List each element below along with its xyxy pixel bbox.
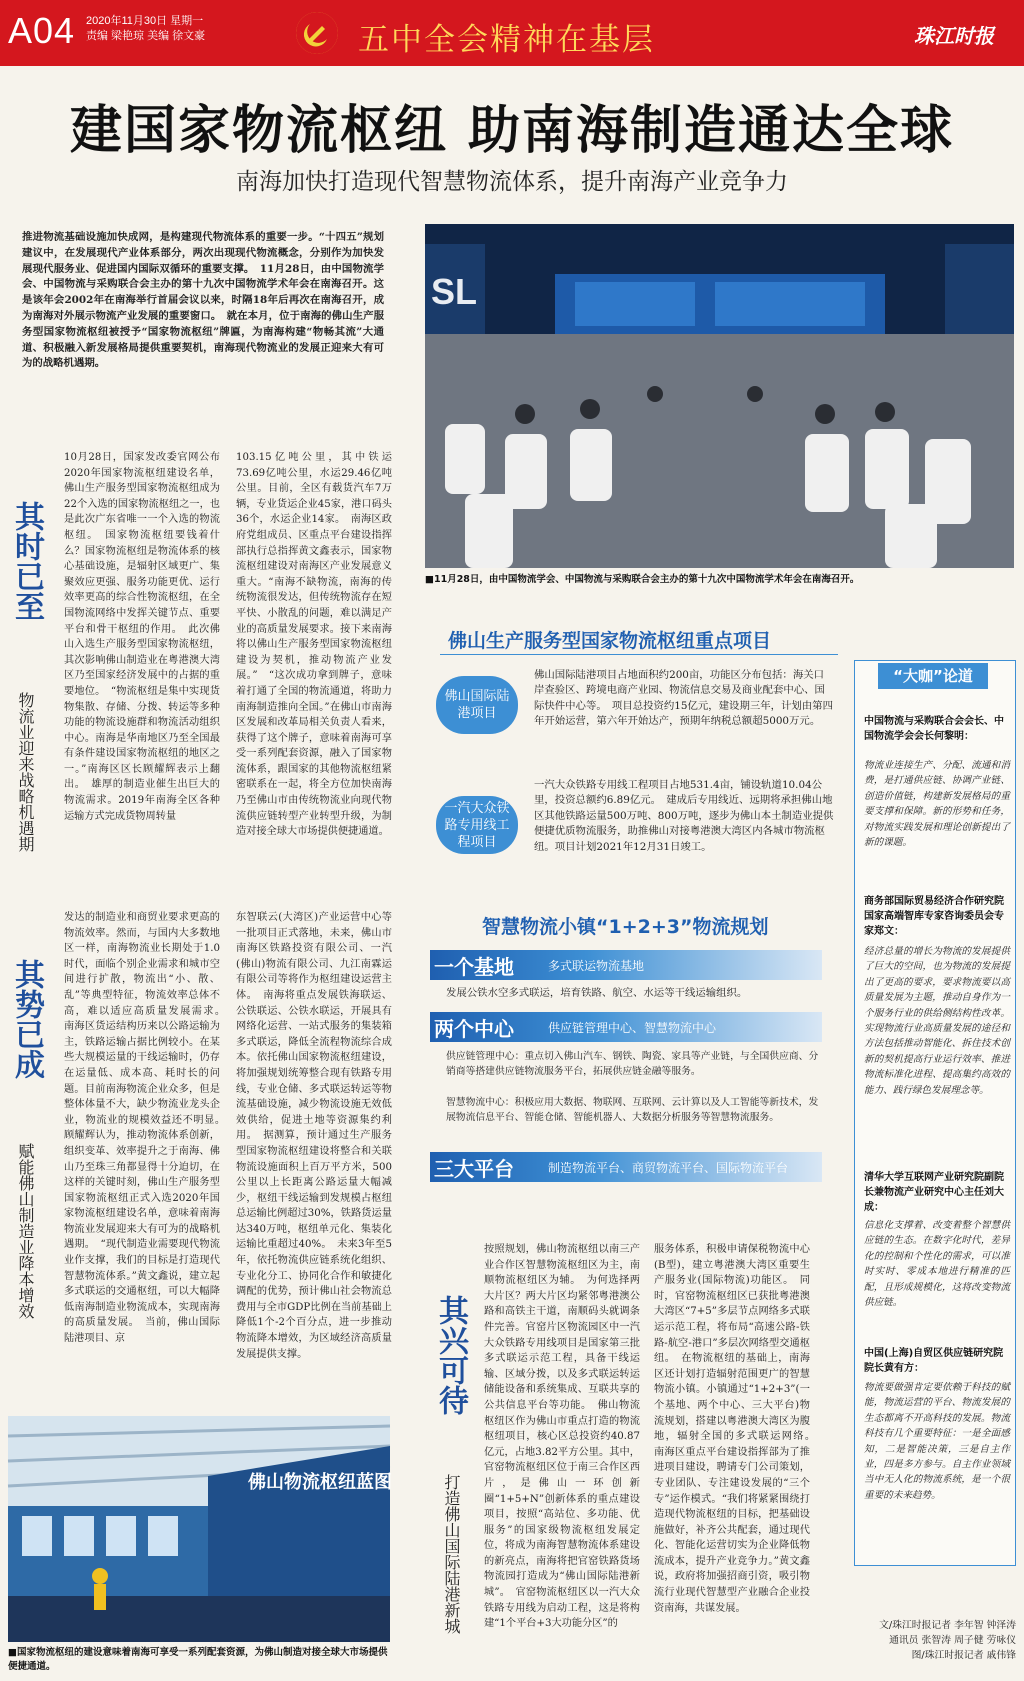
expert4-text: 物流要做强肯定要依赖于科技的赋能，物流运营的平台、物流发展的生态都离不开高科技的发展。物流科技有几个重要特征：一是全面感知，二是智能决策，三是自主作业，四是多方参与。自主作业领域当中无人化的物流系统，是一个很重要的未来趋势。 bbox=[864, 1382, 1010, 1501]
base-band bbox=[430, 950, 822, 980]
section1-column1: 10月28日，国家发改委官网公布2020年国家物流枢纽建设名单，佛山生产服务型国家物流枢纽成为22个入选的国家物流枢纽之一，也是此次广东省唯一一个入选的物流枢纽。 国家物流枢纽要钱着什么？国家物流枢纽是物流体系的核心基础设施，是辐射区域更广、集聚效应更强、服务功能更优、运行效率更高的综合性物流枢纽，在全国物流网络中发挥关键节点、重要平台和骨干枢纽的作用。 此次佛山入选生产服务型国家物流枢纽，其次影响佛山制造业在粤港澳大湾区乃至国家经济发展中的占据的重要地位。 “物流枢纽是集中实现货物集散、存储、分拨、转运等多种功能的物流设施群和物流活动组织中心。南海是华南地区乃至全国最有条件建设国家物流枢纽的地区之一。”南海区区长顾耀辉表示上翻出。 雄厚的制造业催生出巨大的物流需求。2019年南海全区各种运输方式完成货物周转量 bbox=[64, 452, 220, 822]
byline-credit: 文/珠江时报记者 李年智 钟泽涛 通讯员 张智涛 周子健 劳咏仪 图/珠江时报记者 戚伟锋 bbox=[879, 1620, 1016, 1661]
expert1-name: 中国物流与采购联合会会长、中国物流学会会长何黎明： bbox=[864, 716, 1004, 742]
conference-hall-image bbox=[425, 224, 1014, 568]
photo2-caption: ■国家物流枢纽的建设意味着南海可享受一系列配套资源，为佛山制造对接全球大市场提供便捷通道。 bbox=[8, 1647, 388, 1672]
centers-sub: 供应链管理中心、智慧物流中心 bbox=[548, 1021, 717, 1035]
project2-text: 一汽大众铁路专用线工程项目占地531.4亩，铺设轨道10.04公里，投资总额约6.89亿元。 建成后专用线近、远期将承担佛山地区其他铁路运量500万吨、800万吨，逐步为佛山本土制造业提供便捷优质物流服务，助推佛山对接粤港澳大湾区内各城市物流枢纽。项目计划2021年12月31日竣工。 bbox=[534, 779, 834, 853]
exhibition-hall-image bbox=[8, 1416, 390, 1642]
section1-subheading: 物流业迎来战略机遇期 bbox=[16, 692, 35, 852]
section1-column2: 103.15亿吨公里，其中铁运73.69亿吨公里，水运29.46亿吨公里。目前，全区有载货汽车7万辆，专业货运企业45家，港口码头36个，水运企业14家。 南海区政府党组成员、区重点平台建设指挥部执行总指挥黄文鑫表示，国家物流枢纽建设对南海区产业发展意义重大。“南海不缺物流，南海的传统物流很发达，但传统物流存在短平快、小散乱的问题，难以满足产业的高质量发展要求。接下来南海将以佛山生产服务型国家物流枢纽建设为契机，推动物流产业发展。” “这次成功拿到牌子，意味着打通了全国的物流通道，将助力南海制造推向全国。”在佛山市南海区发展和改革局相关负责人看来，获得了这个牌子，意味着南海可享受一系列配套资源，融入了国家物流体系，跟国家的其他物流枢纽紧密联系在一起，将全方位加快南海乃至佛山市由传统物流业向现代物流供应链转型产业转型升级，为制造对接全球大市场提供便捷通道。 bbox=[236, 452, 392, 838]
expert4-name: 中国(上海)自贸区供应链研究院院长黄有方： bbox=[864, 1348, 1004, 1374]
photo1-caption: ■11月28日，由中国物流学会、中国物流与采购联合会主办的第十九次中国物流学术年会在南海召开。 bbox=[425, 574, 860, 585]
page-number: A04 bbox=[8, 10, 76, 51]
section3-heading: 其兴可待 bbox=[433, 1295, 468, 1415]
section2-column2: 东智联云(大湾区)产业运营中心等一批项目正式落地，未来，佛山市南海区铁路投资有限公司、一汽(佛山)物流有限公司、九江南霖运有限公司等将作为枢纽建设运营主体。 南海将重点发展铁海联运、公铁联运、公铁水联运，开展具有网络化运营、一站式服务的集装箱多式联运，降低全流程物流综合成本。依托佛山国家物流枢纽建设，将加强规划统筹整合现有铁路专用线，专业仓储、多式联运转运等物流基础设施，减少物流设施无效低效供给，促进土地等资源集约利用。 据测算，预计通过生产服务型国家物流枢纽建设将整合和关联物流设施面积上百万平方米，500公里以上长距离公路运量大幅减少，枢纽干线运输到发规模占枢纽总运输比例超过30%，铁路货运量达340万吨，枢纽单元化、集装化运输比重超过40%。 未来3年至5年，依托物流供应链系统化组织、专业化分工、协同化合作和敏捷化调配的优势，预计佛山社会物流总费用与全市GDP比例在当前基础上降低1个-2个百分点，进一步推动物流降本增效，为区域经济高质量发展提供支撑。 bbox=[236, 912, 392, 1360]
section2-subheading: 赋能佛山制造业降本增效 bbox=[16, 1143, 35, 1319]
section3-column2: 服务体系，积极申请保税物流中心(B型)，建立粤港澳大湾区重要生产服务业(国际物流)功能区。 同时，官窑物流枢纽区已获批粤港澳大湾区“7+5”多层节点网络多式联运示范工程，将布局“高速公路-铁路-航空-港口”多层次网络型交通枢纽。 在物流枢纽的基础上，南海区还计划打造辐射范围更广的智慧物流小镇。小镇通过“1+2+3”(一个基地、两个中心、三大平台)物流规划，搭建以粤港澳大湾区为腹地，辐射全国的多式联运网络。 南海区重点平台建设指挥部为了推进项目建设，聘请专门公司策划，专业团队、专注建设发展的“三个专”运作模式。“我们将紧紧围绕打造现代物流枢纽的目标，把基础设施做好，补齐公共配套，通过现代化、智能化运营切实为企业降低物流成本，提升产业竞争力。”黄文鑫说，政府将加强招商引资，吸引物流行业现代智慧型产业融合企业投资南海，共谋发展。 bbox=[654, 1244, 821, 1614]
exhibit-signage: 佛山物流枢纽蓝图 bbox=[248, 1472, 392, 1493]
svg-text:SL: SL bbox=[431, 271, 478, 312]
expert3-text: 信息化支撑着、改变着整个智慧供应链的生态。在数字化时代，差异化的控制和个性化的需求，可以准时实时、零成本地进行精准的匹配，且形成规模化，这将改变物流供应链。 bbox=[864, 1220, 1010, 1309]
project1-badge: 佛山国际陆港项目 bbox=[436, 676, 518, 734]
center2-text: 智慧物流中心：积极应用大数据、物联网、互联网、云计算以及人工智能等新技术，发展物流信息平台、智能仓储、智能机器人、大数据分析服务等智慧物流服务。 bbox=[446, 1097, 819, 1123]
newspaper-logo: 珠江时报 bbox=[914, 24, 994, 48]
base-text: 发展公铁水空多式联运，培育铁路、航空、水运等干线运输组织。 bbox=[446, 987, 748, 999]
intro-paragraph: 推进物流基础设施加快成网，是构建现代物流体系的重要一步。“十四五”规划建议中，在发展现代产业体系部分，两次出现现代物流概念，分别作为加快发展现代服务业、促进国内国际双循环的重要支撑。 11月28日，由中国物流学会、中国物流与采购联合会主办的第十九次中国物流学术年会在南海召开。这是该年会2002年在南海举行首届会议以来，时隔18年后再次在南海召开，成为南海对外展示物流产业发展的重要窗口。 就在本月，位于南海的佛山生产服务型国家物流枢纽被授予“国家物流枢纽”牌匾，为南海构建“物畅其流”大通道、积极融入新发展格局提供重要契机，南海现代物流业的发展正迎来大有可为的战略机遇期。 bbox=[22, 231, 384, 370]
expert1-text: 物流业连接生产、分配、流通和消费，是打通供应链、协调产业链、创造价值链，构建新发展格局的重要支撑和保障。新的形势和任务，对物流实践发展和理论创新提出了新的课题。 bbox=[864, 760, 1010, 849]
experts-title: “大咖”论道 bbox=[878, 663, 988, 689]
date-text: 2020年11月30日 星期一 bbox=[86, 15, 204, 27]
expert3-name: 清华大学互联网产业研究院副院长兼物流产业研究中心主任刘大成： bbox=[864, 1172, 1004, 1213]
hammer-sickle-icon bbox=[296, 12, 338, 54]
plan-title: 智慧物流小镇“1+2+3”物流规划 bbox=[482, 916, 769, 938]
headline: 建国家物流枢纽 助南海制造通达全球 bbox=[69, 101, 955, 161]
section2-heading: 其势已成 bbox=[9, 959, 44, 1079]
subheadline: 南海加快打造现代智慧物流体系，提升南海产业竞争力 bbox=[236, 169, 788, 195]
conference-photo bbox=[425, 224, 1014, 568]
base-sub: 多式联运物流基地 bbox=[548, 959, 645, 973]
expert2-text: 经济总量的增长为物流的发展提供了巨大的空间，也为物流的发展提出了更高的要求，要求物流要以高质量发展为主题，推动自身作为一个服务行业的供给侧结构性改革。实现物流行业高质量发展的途径和方法包括推动智能化、拆住技术创新的契机提高行业运行效率、推进物流标准化进程、提高集约高效的能力、践行绿色发展理念等。 bbox=[864, 946, 1010, 1096]
exhibition-photo bbox=[8, 1416, 390, 1642]
section3-column1: 按照规划，佛山物流枢纽以南三产业合作区智慧物流枢纽区为主，南顺物流枢纽区为辅。 为何选择两大片区？两大片区均紧邻粤港澳公路和高铁主干道，南顺码头就调条件完善。官窑片区物流园区中一汽大众铁路专用线项目是国家第三批多式联运示范工程，具备干线运输、区域分拨，以及多式联运转运储能设备和系统集成、互联共享的公共信息平台等功能。 佛山物流枢纽区作为佛山市重点打造的物流枢纽项目，核心区总投资约40.87亿元，占地3.82平方公里。其中，官窑物流枢纽区位于南三合作区西片，是佛山一环创新圈“1+5+N”创新体系的重点建设项目，按照“高站位、多功能、优服务”的国家级物流枢纽发展定位，将成为南海智慧物流体系建设的新亮点，南海将把官窑铁路货场物流园打造成为“佛山国际陆港新城”。 官窑物流枢纽区以一汽大众铁路专用线为启动工程，这是将构建“1个平台+3大功能分区”的 bbox=[484, 1244, 640, 1630]
centers-label: 两个中心 bbox=[434, 1017, 514, 1041]
section2-column1: 发达的制造业和商贸业要求更高的物流效率。然而，与国内大多数地区一样，南海物流业长期处于1.0时代，面临个别企业需求和城市空间进行扩散，物流出“小、散、乱”等典型特征，物流效率总体不高，难以适应高质量发展需求。 南海区货运结构历来以公路运输为主，铁路运输占据比例较小。在某些大规模运量的干线运输时，仍存在运量低、成本高、耗时长的问题。目前南海物流企业众多，但是整体体量不大，缺少物流业龙头企业，物流业的规模效益还不明显。 顾耀辉认为，推动物流体系创新，组织变革、效率提升之于南海、佛山乃至珠三角都显得十分迫切，在这样的关键时刻，佛山生产服务型国家物流枢纽正式入选2020年国家物流枢纽建设名单，意味着南海物流业发展迎来大有可为的战略机遇期。 “现代制造业需要现代物流业作支撑，我们的目标是打造现代智慧物流体系。”黄文鑫说，建立起多式联运的交通枢纽，可以大幅降低南海制造业物流成本，实现南海的高质量发展。 当前，佛山国际陆港项目、京 bbox=[64, 912, 231, 1345]
base-label: 一个基地 bbox=[434, 955, 514, 979]
issue-date bbox=[86, 14, 236, 44]
project1-text: 佛山国际陆港项目占地面积约200亩，功能区分布包括：海关口岸查验区、跨境电商产业园、物流信息交易及商业配套中心、国际快件中心等。 项目总投资约15亿元，建设期三年，计划由第四年开始运营，第六年开始达产，预期年纳税总额超5000万元。 bbox=[534, 669, 833, 728]
platforms-label: 三大平台 bbox=[434, 1157, 514, 1181]
platforms-band bbox=[430, 1152, 822, 1182]
section1-heading: 其时已至 bbox=[9, 501, 44, 621]
center1-text: 供应链管理中心：重点切入佛山汽车、钢铁、陶瓷、家具等产业链，与全国供应商、分销商等搭建供应链物流服务平台，拓展供应链金融等服务。 bbox=[446, 1051, 819, 1077]
projects-divider bbox=[440, 654, 838, 655]
section-title: 五中全会精神在基层 bbox=[358, 22, 655, 58]
platforms-sub: 制造物流平台、商贸物流平台、国际物流平台 bbox=[548, 1161, 789, 1175]
editors-text: 责编 梁艳琼 美编 徐文豪 bbox=[86, 30, 206, 42]
projects-title: 佛山生产服务型国家物流枢纽重点项目 bbox=[448, 630, 772, 652]
expert2-name: 商务部国际贸易经济合作研究院国家高端智库专家咨询委员会专家郑文： bbox=[864, 896, 1004, 937]
party-emblem-icon bbox=[296, 12, 338, 54]
centers-band bbox=[430, 1012, 822, 1042]
section3-subheading: 打造佛山国际陆港新城 bbox=[442, 1474, 461, 1634]
project2-badge: 一汽大众铁路专用线工程项目 bbox=[436, 796, 518, 854]
